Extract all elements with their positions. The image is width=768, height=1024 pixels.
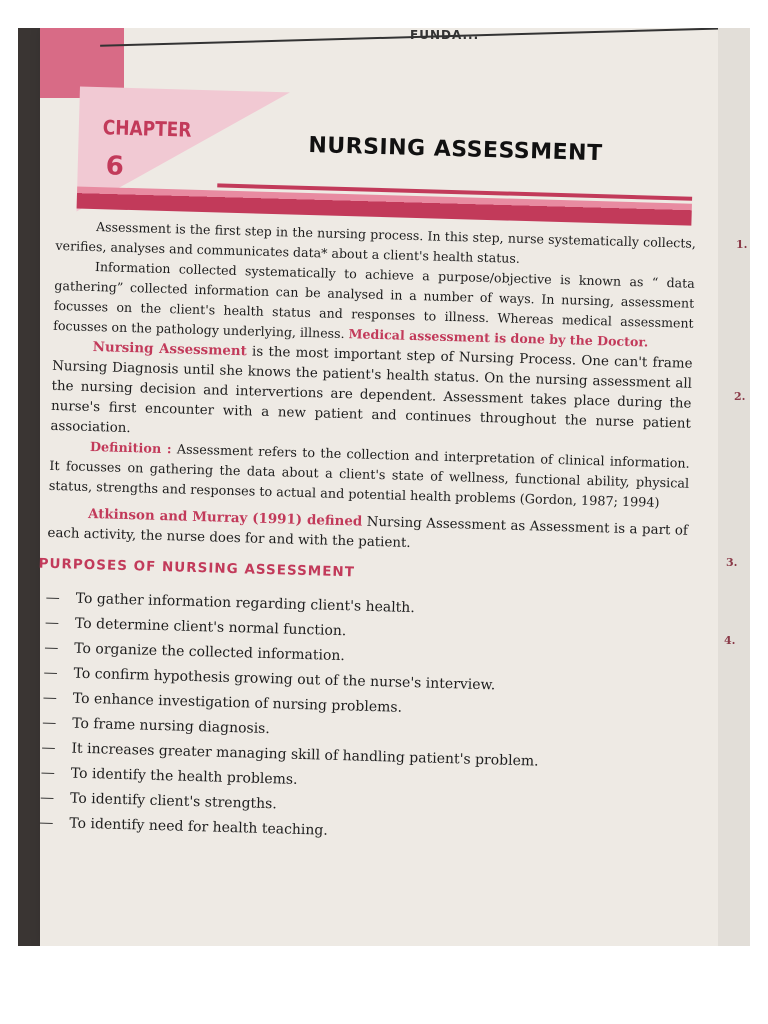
facing-page-edge <box>718 28 750 946</box>
dash-bullet: — <box>44 639 59 657</box>
section-heading: PURPOSES OF NURSING ASSESSMENT <box>38 555 356 581</box>
dash-bullet: — <box>43 664 58 682</box>
highlight-text: Definition : <box>89 439 172 458</box>
paragraph-nursing-assessment <box>50 336 693 458</box>
margin-number: 4. <box>724 634 736 647</box>
list-item-text: To identify need for health teaching. <box>69 815 329 839</box>
list-item-text: It increases greater managing skill of handling patient's problem. <box>71 740 539 770</box>
purposes-list <box>39 588 686 851</box>
list-item-text: To gather information regarding client's health. <box>75 590 415 617</box>
paragraph-text: Nursing Assessment as Assessment is a part of each activity, the nurse does for and with the patient. <box>47 514 689 551</box>
chapter-label: CHAPTER <box>102 115 192 142</box>
margin-number: 1. <box>736 238 748 251</box>
photo-frame <box>18 28 750 946</box>
body-text <box>39 216 696 856</box>
page-content <box>38 86 720 839</box>
list-item-text: To enhance investigation of nursing problems. <box>72 690 403 716</box>
paragraph-text: Assessment refers to the collection and interpretation of clinical information. It focusses on gathering the data about a client's state of wellness, functional ability, physical status, strengths and responses to actual and potential health problems (Gordon, 1987; 1994) <box>48 442 690 511</box>
list-item-text: To determine client's normal function. <box>74 615 347 640</box>
list-item-text: To frame nursing diagnosis. <box>71 715 271 738</box>
dash-bullet: — <box>39 814 54 832</box>
list-item-text: To organize the collected information. <box>74 640 346 665</box>
dash-bullet: — <box>41 714 57 732</box>
paragraph-text: is the most important step of Nursing Process. One can't frame Nursing Diagnosis until she knows the patient's health status. On the nursing assessment all the nursing decision and intervertions are dependent. Assessment takes place during the nurse's first encounter with a new patient and continues throughout the nurse patient association. <box>50 344 693 437</box>
list-item-text: To identify the health problems. <box>70 765 298 788</box>
dash-bullet: — <box>45 589 60 607</box>
running-header: FUNDA... <box>410 28 480 42</box>
dash-bullet: — <box>44 614 60 632</box>
highlight-text: Medical assessment is done by the Doctor. <box>348 326 649 350</box>
dash-bullet: — <box>41 739 56 757</box>
page-title: NURSING ASSESSMENT <box>308 132 603 167</box>
list-item-text: To confirm hypothesis growing out of the nurse's interview. <box>73 665 496 694</box>
list-item-text: To identify client's strengths. <box>69 790 278 813</box>
highlight-text: Atkinson and Murray (1991) defined <box>87 505 363 530</box>
paragraph-text: Information collected systematically to achieve a purpose/objective is known as “ data gathering” collected information can be analysed in a number of ways. In nursing, assessment focusses on the client's health status and responses to illness. Whereas medical assessment focusses on the pathology underlying, illness. <box>53 259 695 342</box>
book-page <box>40 28 732 946</box>
dash-bullet: — <box>42 689 58 707</box>
dash-bullet: — <box>39 789 55 807</box>
margin-number: 3. <box>726 556 738 569</box>
highlight-text: Nursing Assessment <box>92 339 247 360</box>
dash-bullet: — <box>40 764 56 782</box>
margin-number: 2. <box>734 390 746 403</box>
paragraph-intro: Assessment is the first step in the nursing process. In this step, nurse systematically collects, verifies, analyses and communicates data* about a client's health status. <box>55 219 697 266</box>
chapter-number: 6 <box>105 151 125 182</box>
